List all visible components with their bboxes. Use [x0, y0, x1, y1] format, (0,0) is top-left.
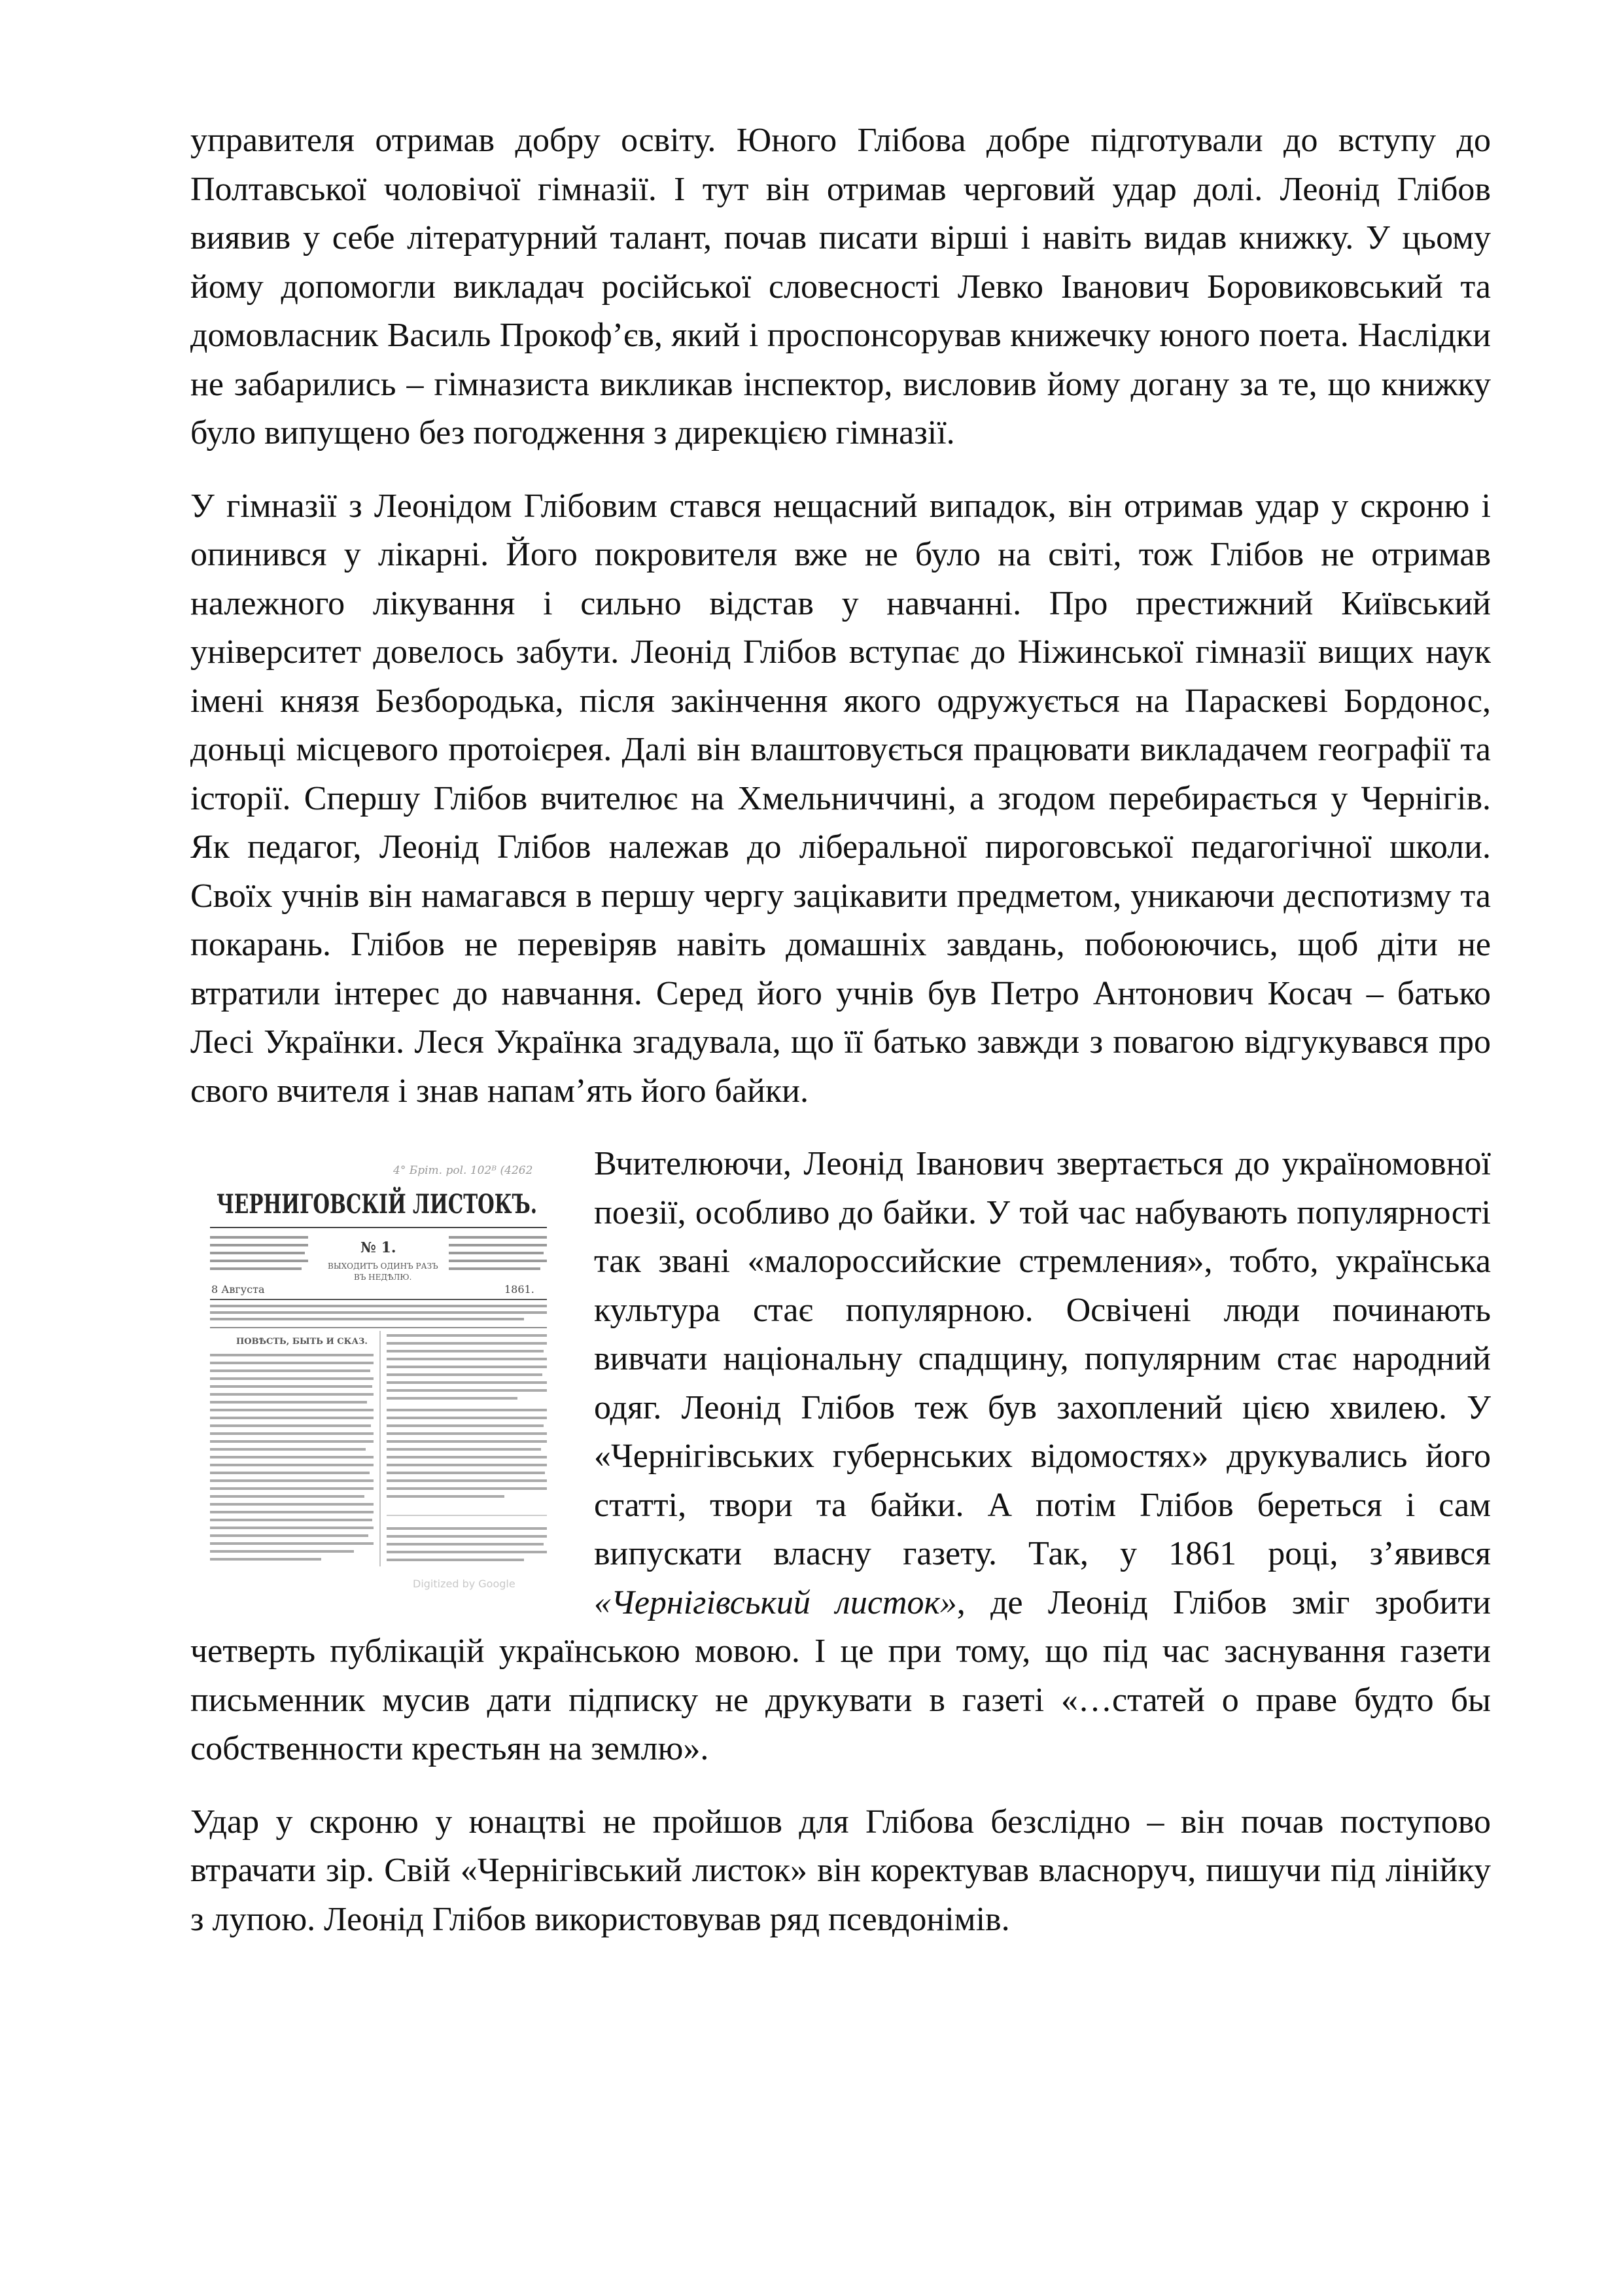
paragraph-3-text-after: , де Леонід Глібов зміг зробити четверть публікацій українською мовою. І це при тому, що під час заснування газети письменник мусив дати підписку не друкувати в газеті «…статей о праве будто бы собственности крестьян на землю». [190, 1583, 1491, 1767]
section-heading: ПОВѢСТЬ, БЫТЬ И СКАЗ. [236, 1337, 368, 1347]
newspaper-title: ЧЕРНИГОВСКІЙ ЛИСТОКЪ. [217, 1189, 652, 1220]
paragraph-1-text: управителя отримав добру освіту. Юного Глібова добре підготували до вступу до Полтавської чоловічої гімназії. І тут він отримав черговий удар долі. Леонід Глібов виявив у себе літературний талант, почав писати вірші і навіть видав книжку. У цьому йому допомогли викладач російської словесності Левко Іванович Боровиковський та домовласник Василь Прокоф’єв, який і проспонсорував книжечку юного поета. Наслідки не забарились – гімназиста викликав інспектор, висловив йому догану за те, що книжку було випущено без погодження з дирекцією гімназії. [190, 122, 1491, 451]
issue-year: 1861. [504, 1283, 534, 1296]
digitized-stamp: Digitized by Google [413, 1578, 515, 1590]
issue-note-line2: ВЪ НЕДѢЛЮ. [354, 1273, 412, 1282]
newspaper-name-italic: «Чернігівський листок» [594, 1583, 957, 1621]
paragraph-1 [190, 116, 1491, 458]
document-page [190, 116, 1491, 1968]
paragraph-2-text: У гімназії з Леонідом Глібовим стався нещасний випадок, він отримав удар у скроню і опинився у лікарні. Його покровителя вже не було на світі, тож Глібов не отримав належного лікування і сильно відстав у навчанні. Про престижний Київський університет довелось забути. Леонід Глібов вступає до Ніжинської гімназії вищих наук імені князя Безбородька, після закінчення якого одружується на Параскеві Бордонос, доньці місцевого протоієрея. Далі він влаштовується працювати викладачем географії та історії. Спершу Глібов вчителює на Хмельниччині, а згодом перебирається у Чернігів. Як педагог, Леонід Глібов належав до ліберальної пироговської педагогічної школи. Своїх учнів він намагався в першу чергу зацікавити предметом, уникаючи деспотизму та покарань. Глібов не перевіряв навіть домашніх завдань, побоюючись, щоб діти не втратили інтерес до навчання. Серед його учнів був Петро Антонович Косач – батько Лесі Українки. Леся Українка згадувала, що її батько завжди з повагою відгукувався про свого вчителя і знав напам’ять його байки. [190, 487, 1491, 1110]
paragraph-4-text: Удар у скроню у юнацтві не пройшов для Глібова безслідно – він почав поступово втрачати зір. Свій «Чернігівський листок» він коректував власноруч, пишучи під лінійку з лупою. Леонід Глібов використовував ряд псевдонімів. [190, 1803, 1491, 1938]
newspaper-image [197, 1148, 652, 1596]
paragraph-2 [190, 482, 1491, 1116]
paragraph-4 [190, 1798, 1491, 1945]
issue-note-line1: ВЫХОДИТЪ ОДИНЪ РАЗЪ [328, 1262, 438, 1271]
issue-date: 8 Августа [211, 1283, 265, 1296]
paragraph-3-text-before: Вчителюючи, Леонід Іванович звертається до україномовної поезії, особливо до байки. У той час набувають популярності так звані «малороссийские стремления», тобто, українська культура стає популярною. Освічені люди починають вивчати національну спадщину, популярним стає народний одяг. Леонід Глібов теж був захоплений цією хвилею. У «Чернігівських губернських відомостях» друкувались його статті, твори та байки. А потім Глібов береться і сам випускати власну газету. Так, у 1861 році, з’явився [594, 1145, 1491, 1572]
handwritten-note: 4° Бріт. pol. 102ᴮ (4262 [393, 1164, 533, 1177]
issue-number: № 1. [360, 1239, 396, 1256]
